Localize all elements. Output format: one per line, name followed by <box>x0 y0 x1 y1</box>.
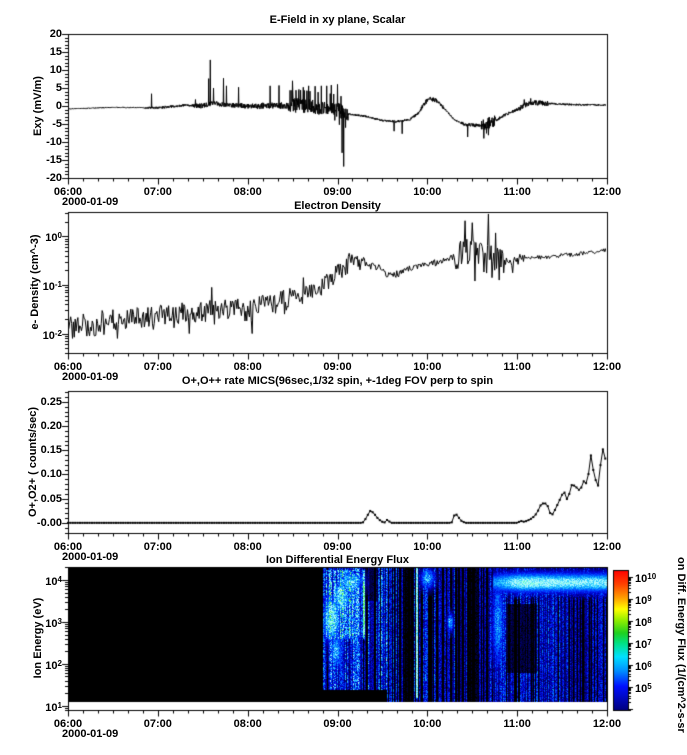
y-tick-label: 0.05 <box>40 492 62 505</box>
date-label: 2000-01-09 <box>62 196 119 208</box>
x-tick-label: 09:00 <box>323 186 352 198</box>
panel2-y-axis-label: e- Density (cm^-3) <box>29 234 41 330</box>
colorbar-tick-label: $10^9$ <box>635 593 652 607</box>
x-tick-label: 06:00 <box>53 541 83 553</box>
colorbar-tick-label: $10^5$ <box>635 681 652 695</box>
x-tick-label: 09:00 <box>323 718 352 730</box>
x-tick-label: 06:00 <box>53 361 83 373</box>
x-tick-label: 12:00 <box>592 186 622 198</box>
y-tick-label: -15 <box>46 154 62 166</box>
colorbar-tick-label: $10^8$ <box>635 615 652 629</box>
panel3-title: O+,O++ rate MICS(96sec,1/32 spin, +-1deg FOV perp to spin <box>181 375 494 387</box>
x-tick-label: 06:00 <box>53 186 83 198</box>
panel1-y-axis-label: Exy (mV/m) <box>32 76 44 136</box>
x-tick-label: 09:00 <box>323 361 352 373</box>
x-tick-label: 07:00 <box>143 541 172 553</box>
y-tick-label: $10^1$ <box>45 700 62 714</box>
panel4-y-axis-label: Ion Energy (eV) <box>32 597 44 679</box>
y-tick-label: 0 <box>55 100 62 112</box>
x-tick-label: 07:00 <box>143 718 172 730</box>
x-tick-label: 11:00 <box>503 361 531 373</box>
y-tick-label: 15 <box>49 46 62 58</box>
date-label: 2000-01-09 <box>62 551 119 563</box>
y-tick-label: $10^{-1}$ <box>42 279 62 293</box>
y-tick-label: 10 <box>49 64 62 76</box>
x-tick-label: 11:00 <box>503 718 531 730</box>
x-tick-label: 07:00 <box>143 361 172 373</box>
y-tick-label: $10^3$ <box>45 616 62 630</box>
x-tick-label: 07:00 <box>143 186 172 198</box>
y-tick-label: 0.20 <box>40 420 62 433</box>
y-tick-label: 0.15 <box>40 444 62 457</box>
y-tick-label: -0.00 <box>36 516 62 529</box>
panel2-title: Electron Density <box>294 200 381 212</box>
x-tick-label: 12:00 <box>592 718 622 730</box>
x-tick-label: 12:00 <box>592 541 622 553</box>
panel4-title: Ion Differential Energy Flux <box>265 554 410 566</box>
date-label: 2000-01-09 <box>62 371 119 383</box>
x-tick-label: 10:00 <box>413 361 442 373</box>
x-tick-label: 08:00 <box>233 361 262 373</box>
x-tick-label: 11:00 <box>503 186 531 198</box>
y-tick-label: $10^2$ <box>45 658 62 672</box>
x-tick-label: 10:00 <box>413 541 442 553</box>
x-tick-label: 08:00 <box>233 718 262 730</box>
x-tick-label: 12:00 <box>592 361 622 373</box>
x-tick-label: 11:00 <box>503 541 531 553</box>
panel1-title: E-Field in xy plane, Scalar <box>269 14 406 26</box>
colorbar-tick-label: $10^6$ <box>635 659 652 673</box>
y-tick-label: $10^4$ <box>45 575 62 588</box>
y-tick-label: -5 <box>52 118 62 130</box>
colorbar-tick-label: $10^{10}$ <box>635 571 657 585</box>
y-tick-label: 0.10 <box>40 468 62 481</box>
x-tick-label: 10:00 <box>413 186 442 198</box>
panel3-y-axis-label: O+,O2+ ( counts/sec) <box>27 406 39 518</box>
x-tick-label: 10:00 <box>413 718 442 730</box>
colorbar-tick-label: $10^7$ <box>635 637 652 651</box>
y-tick-label: 0.25 <box>40 395 62 408</box>
date-label: 2000-01-09 <box>62 728 119 740</box>
y-tick-label: $10^0$ <box>45 231 62 245</box>
x-tick-label: 08:00 <box>233 186 262 198</box>
y-tick-label: $10^{-2}$ <box>42 328 62 342</box>
y-tick-label: -10 <box>46 136 62 148</box>
x-tick-label: 06:00 <box>53 718 83 730</box>
colorbar-unit-label: on Diff. Energy Flux (1/(cm^2-s-sr <box>675 557 687 733</box>
x-tick-label: 09:00 <box>323 541 352 553</box>
y-tick-label: 20 <box>49 28 62 40</box>
y-tick-label: 5 <box>55 82 62 94</box>
x-tick-label: 08:00 <box>233 541 262 553</box>
y-tick-label: -20 <box>46 172 62 184</box>
